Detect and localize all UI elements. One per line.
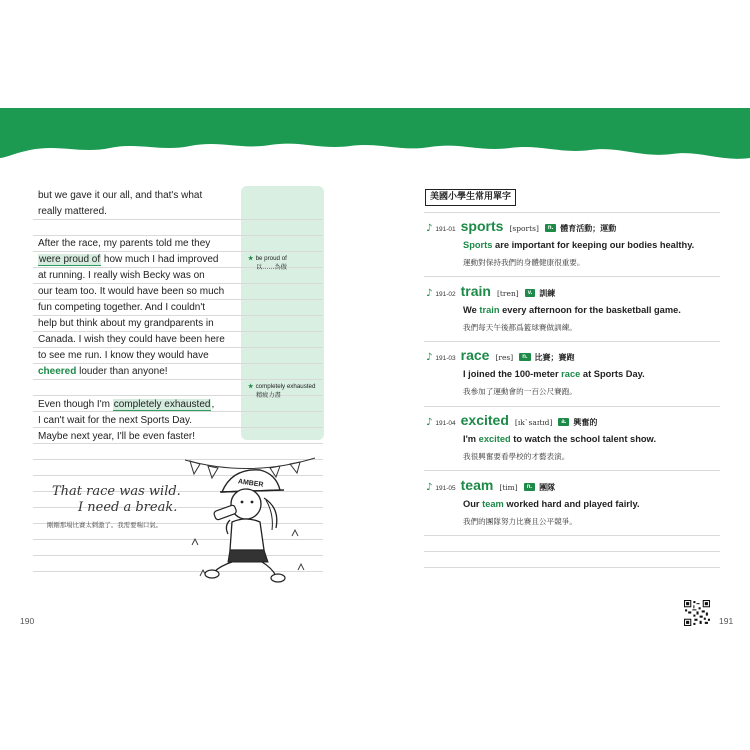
sentence-keyword: train bbox=[479, 305, 500, 315]
sentence-translation: 我很興奮要看學校的才藝表演。 bbox=[463, 452, 570, 461]
story-line bbox=[38, 252, 218, 268]
track-number: 191-05 bbox=[435, 485, 456, 492]
vocab-meaning: 體育活動；運動 bbox=[560, 224, 617, 233]
track-number: 191-03 bbox=[435, 355, 456, 362]
side-note: ★ completely exhausted 精疲力盡 bbox=[248, 383, 316, 399]
story-text: how much I had improved bbox=[101, 254, 219, 265]
ruled-line bbox=[424, 551, 720, 552]
side-note-box bbox=[241, 186, 324, 440]
sentence-keyword: excited bbox=[478, 434, 511, 444]
vocab-ipa: [sports] bbox=[509, 224, 539, 233]
sentence-translation: 運動對保持我們的身體健康很重要。 bbox=[463, 258, 585, 267]
ruled-line bbox=[424, 567, 720, 568]
vocab-word: sports bbox=[460, 218, 504, 234]
ruled-line bbox=[424, 276, 720, 277]
story-text: louder than anyone! bbox=[76, 366, 168, 377]
story-line bbox=[38, 397, 214, 413]
music-note-icon[interactable]: ♪ bbox=[426, 352, 433, 363]
vocab-meaning: 比賽；賽跑 bbox=[534, 353, 575, 362]
side-note: ★ be proud of 以……為傲 bbox=[248, 255, 287, 271]
vocab-word: train bbox=[460, 283, 491, 299]
part-of-speech-badge: n. bbox=[545, 224, 556, 232]
vocab-head bbox=[426, 347, 575, 363]
vocab-word: race bbox=[460, 347, 490, 363]
handwritten-line: I need a break. bbox=[78, 500, 178, 515]
vocab-ipa: [ɪk`saɪtɪd] bbox=[514, 418, 553, 427]
story-line: but we gave it our all, and that's what bbox=[38, 190, 203, 201]
story-line bbox=[38, 364, 168, 380]
story-line: fun competing together. And I couldn't bbox=[38, 302, 206, 313]
vocab-ipa: [res] bbox=[495, 353, 514, 362]
highlight-phrase: completely exhausted bbox=[113, 399, 211, 410]
part-of-speech-badge: n. bbox=[519, 353, 530, 361]
vocab-word: team bbox=[460, 477, 494, 493]
header-banner bbox=[0, 0, 750, 175]
part-of-speech-badge: v. bbox=[525, 289, 536, 297]
part-of-speech-badge: n. bbox=[524, 483, 535, 491]
highlight-phrase: were proud of bbox=[39, 254, 101, 265]
example-sentence: I'm excited to watch the school talent show. bbox=[463, 434, 657, 444]
vocab-meaning: 團隊 bbox=[539, 483, 556, 492]
sentence-keyword: Sports bbox=[463, 240, 493, 250]
vocab-section-title: 美國小學生常用單字 bbox=[425, 189, 516, 206]
ruled-line bbox=[424, 341, 720, 342]
star-icon: ★ bbox=[248, 383, 254, 390]
ruled-line bbox=[424, 535, 720, 536]
handwritten-translation: 剛剛那場比賽太刺激了。我需要喘口氣。 bbox=[47, 521, 163, 529]
story-line: Canada. I wish they could have been here bbox=[38, 334, 225, 345]
vocab-meaning: 訓練 bbox=[539, 289, 556, 298]
star-icon: ★ bbox=[248, 255, 254, 262]
vocab-ipa: [tren] bbox=[496, 289, 519, 298]
ruled-line bbox=[424, 470, 720, 471]
music-note-icon[interactable]: ♪ bbox=[426, 417, 433, 428]
track-number: 191-02 bbox=[435, 291, 456, 298]
example-sentence: We train every afternoon for the basketball game. bbox=[463, 305, 681, 315]
sentence-translation: 我參加了運動會的一百公尺賽跑。 bbox=[463, 387, 577, 396]
sentence-translation: 我們每天午後都爲籃球賽做訓練。 bbox=[463, 323, 577, 332]
story-line: Maybe next year, I'll be even faster! bbox=[38, 431, 195, 442]
page-number-left: 190 bbox=[20, 616, 35, 626]
sentence-keyword: race bbox=[561, 369, 581, 379]
story-line: really mattered. bbox=[38, 206, 107, 217]
vocab-ipa: [tim] bbox=[499, 483, 518, 492]
vocab-head bbox=[426, 283, 555, 299]
vocab-head bbox=[426, 218, 616, 234]
girl-drinking-illustration bbox=[180, 450, 320, 590]
sentence-keyword: team bbox=[482, 499, 504, 509]
handwritten-line: That race was wild. bbox=[52, 484, 181, 499]
vocab-head bbox=[426, 477, 555, 493]
vocab-meaning: 興奮的 bbox=[573, 418, 598, 427]
story-text: , bbox=[211, 399, 215, 410]
story-line: our team too. It would have been so much bbox=[38, 286, 225, 297]
track-number: 191-01 bbox=[435, 226, 456, 233]
keyword-cheered: cheered bbox=[38, 366, 77, 377]
story-line: I can't wait for the next Sports Day. bbox=[38, 415, 193, 426]
story-line: After the race, my parents told me they bbox=[38, 238, 211, 249]
sentence-translation: 我們的團隊努力比賽且公平競爭。 bbox=[463, 517, 577, 526]
music-note-icon[interactable]: ♪ bbox=[426, 223, 433, 234]
story-text: Even though I'm bbox=[38, 399, 113, 410]
cap-text: AMBER bbox=[237, 478, 264, 489]
story-line: help but think about my grandparents in bbox=[38, 318, 214, 329]
example-sentence: Our team worked hard and played fairly. bbox=[463, 499, 640, 509]
example-sentence: Sports are important for keeping our bodies healthy. bbox=[463, 240, 695, 250]
page-number-right: 191 bbox=[719, 616, 734, 626]
story-line: at running. I really wish Becky was on bbox=[38, 270, 205, 281]
ruled-line bbox=[424, 406, 720, 407]
vocab-word: excited bbox=[460, 412, 509, 428]
music-note-icon[interactable]: ♪ bbox=[426, 288, 433, 299]
qr-code-icon[interactable] bbox=[684, 600, 710, 626]
example-sentence: I joined the 100-meter race at Sports Day. bbox=[463, 369, 645, 379]
music-note-icon[interactable]: ♪ bbox=[426, 482, 433, 493]
ruled-line bbox=[424, 212, 720, 213]
part-of-speech-badge: a. bbox=[558, 418, 569, 426]
vocab-head bbox=[426, 412, 597, 428]
story-line: to see me run. I know they would have bbox=[38, 350, 209, 361]
track-number: 191-04 bbox=[435, 420, 456, 427]
